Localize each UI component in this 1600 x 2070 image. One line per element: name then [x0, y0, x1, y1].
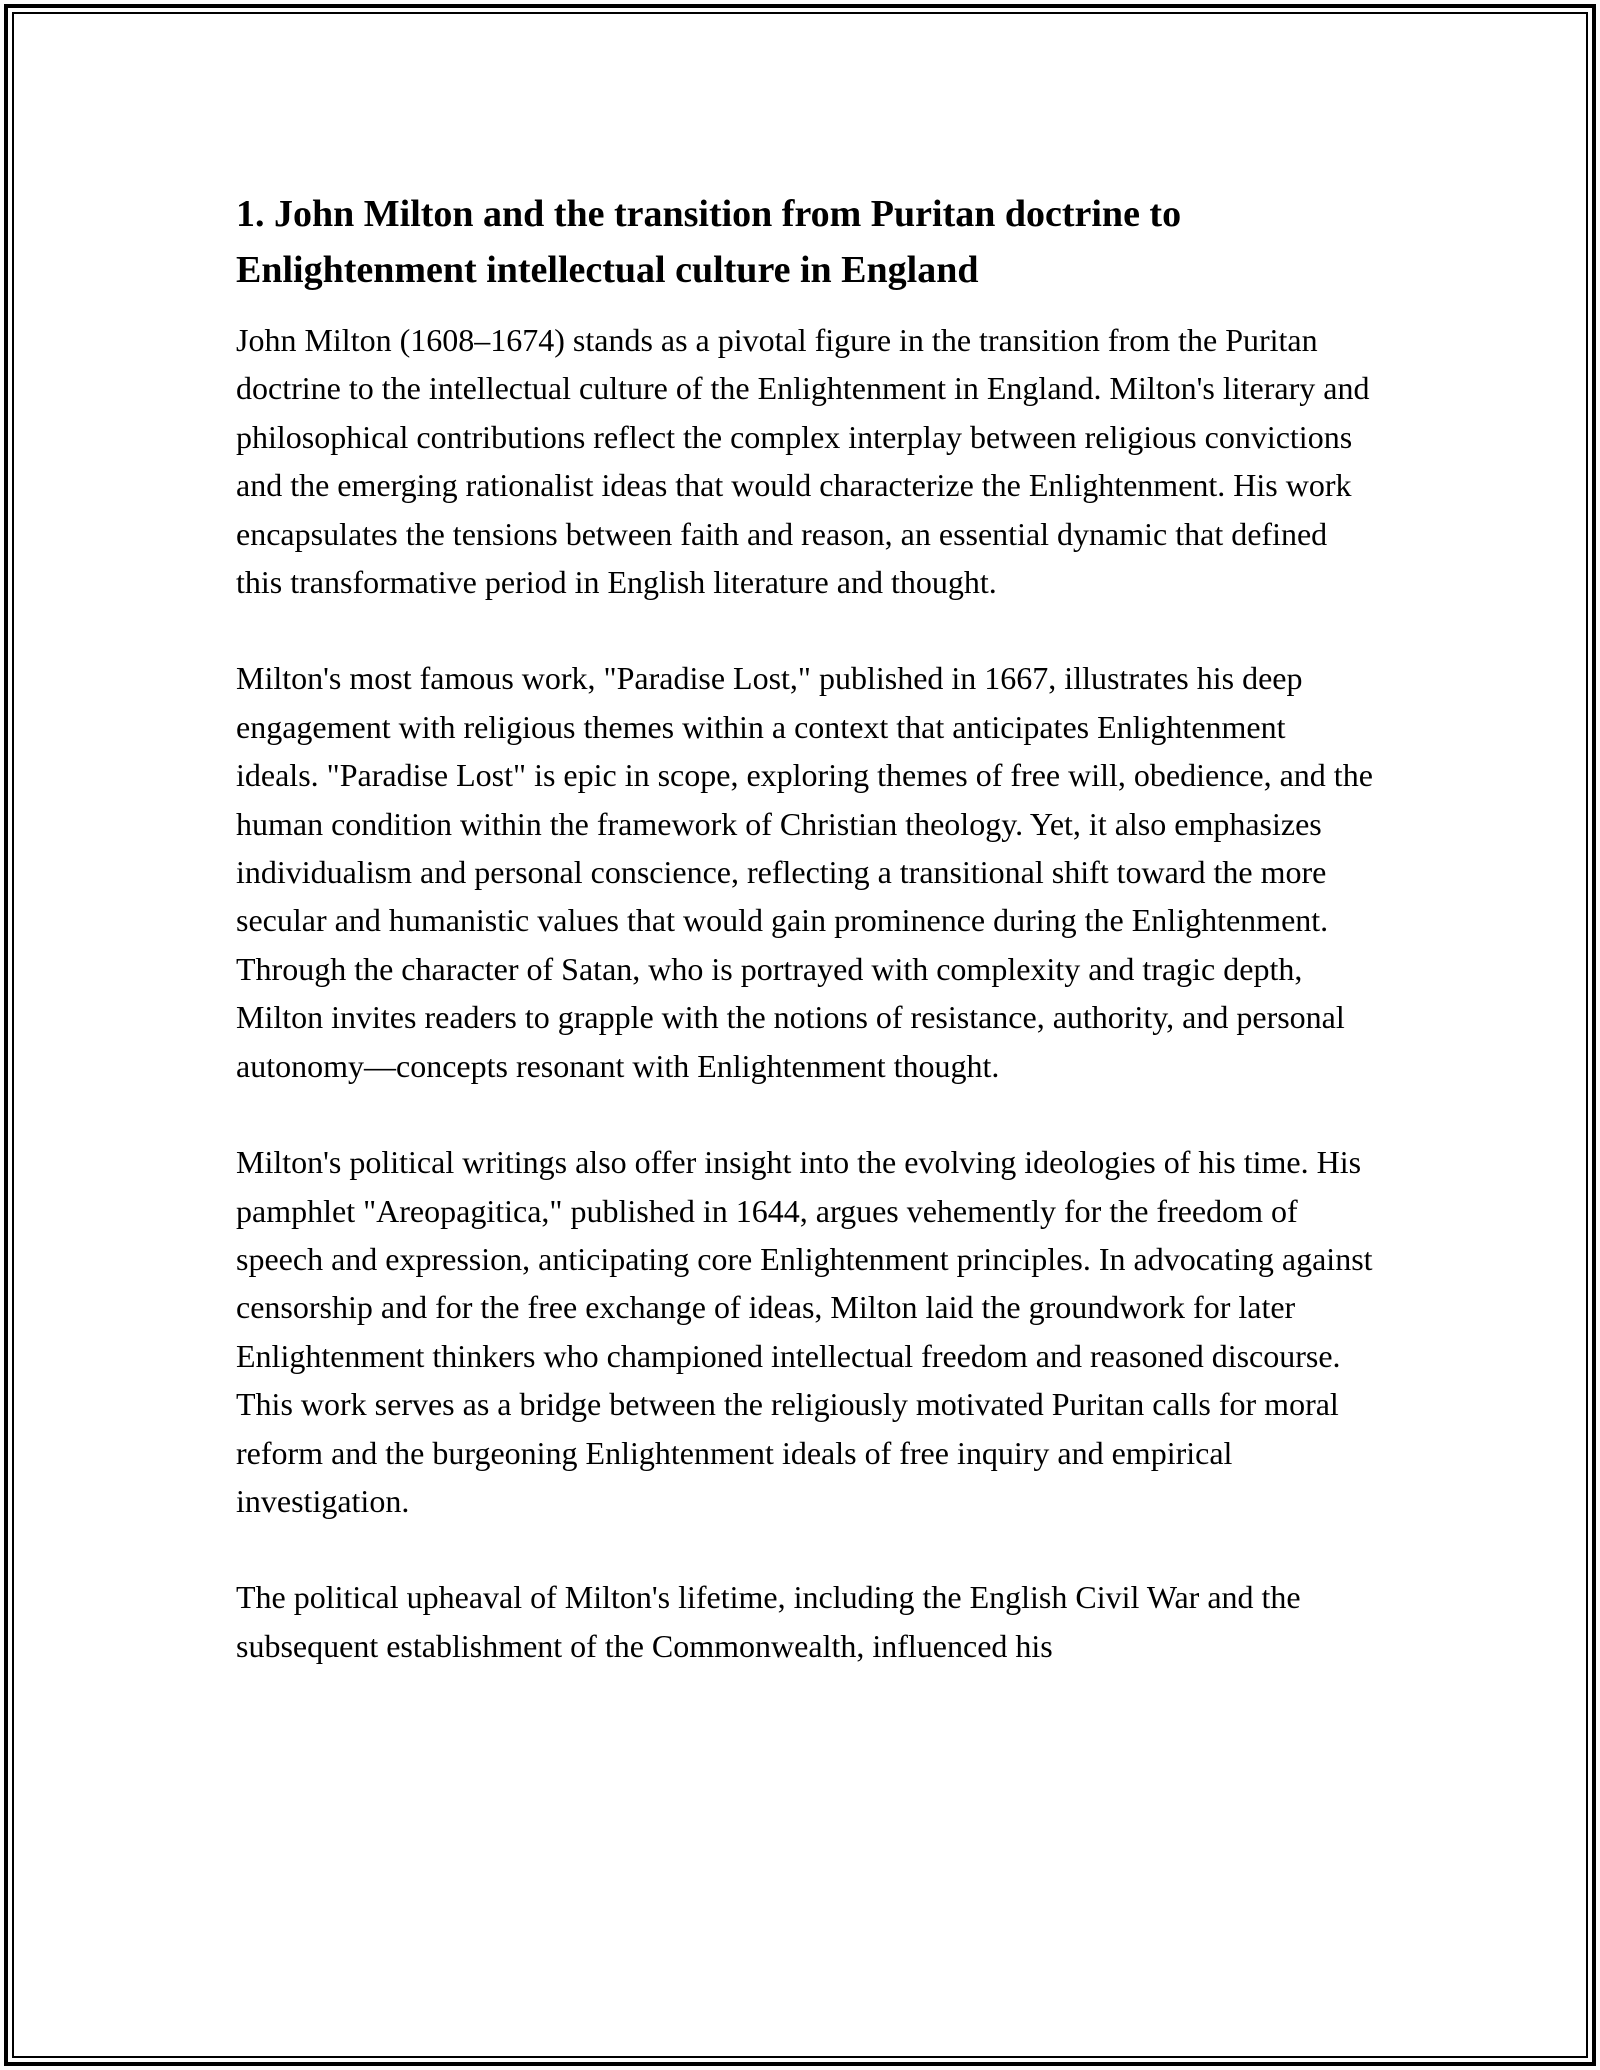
document-body [236, 186, 1376, 1718]
paragraph-1: John Milton (1608–1674) stands as a pivotal figure in the transition from the Puritan doctrine to the intellectual culture of the Enlightenment in England. Milton's literary and philosophical contributions reflect the complex interplay between religious convictions and the emerging rationalist ideas that would characterize the Enlightenment. His work encapsulates the tensions between faith and reason, an essential dynamic that defined this transformative period in English literature and thought. [236, 322, 1370, 601]
paragraph-3: Milton's political writings also offer insight into the evolving ideologies of his time. His pamphlet "Areopagitica," published in 1644, argues vehemently for the freedom of speech and expression, anticipating core Enlightenment principles. In advocating against censorship and for the free exchange of ideas, Milton laid the groundwork for later Enlightenment thinkers who championed intellectual freedom and reasoned discourse. This work serves as a bridge between the religiously motivated Puritan calls for moral reform and the burgeoning Enlightenment ideals of free inquiry and empirical investigation. [236, 1144, 1373, 1519]
section-heading: 1. John Milton and the transition from Puritan doctrine to Enlightenment intellectual culture in England [236, 193, 1182, 291]
paragraph-4: The political upheaval of Milton's lifetime, including the English Civil War and the subsequent establishment of the Commonwealth, influenced his [236, 1579, 1301, 1664]
paragraph-2: Milton's most famous work, "Paradise Lost," published in 1667, illustrates his deep engagement with religious themes within a context that anticipates Enlightenment ideals. "Paradise Lost" is epic in scope, exploring themes of free will, obedience, and the human condition within the framework of Christian theology. Yet, it also emphasizes individualism and personal conscience, reflecting a transitional shift toward the more secular and humanistic values that would gain prominence during the Enlightenment. Through the character of Satan, who is portrayed with complexity and tragic depth, Milton invites readers to grapple with the notions of resistance, authority, and personal autonomy—concepts resonant with Enlightenment thought. [236, 660, 1373, 1084]
